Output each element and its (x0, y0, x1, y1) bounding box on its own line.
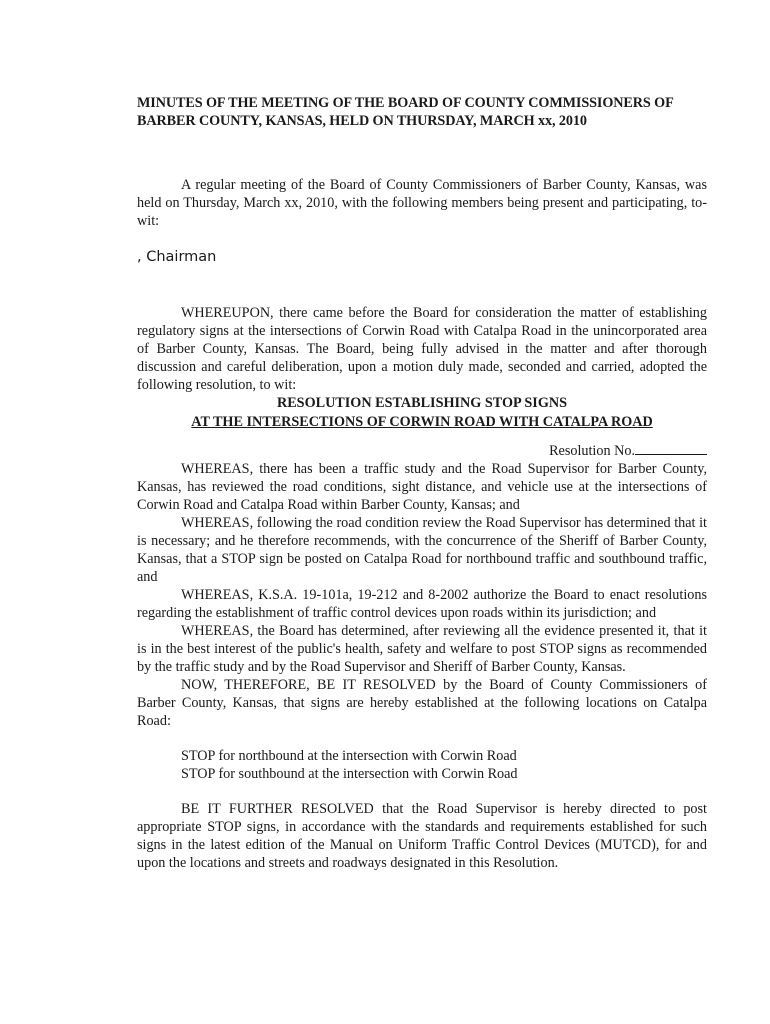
whereas-paragraph-2: WHEREAS, following the road condition review the Road Supervisor has determined that it is necessary; and he therefore recommends, with the concurrence of the Sheriff of Barber County, Kansas, that a STOP sign be posted on Catalpa Road for northbound traffic and southbound traffic, and (137, 515, 707, 585)
intro-paragraph: A regular meeting of the Board of County Commissioners of Barber County, Kansas, was held on Thursday, March xx, 2010, with the following members being present and participating, to-wit: (137, 177, 707, 229)
document-page (137, 94, 707, 872)
further-resolved-paragraph: BE IT FURTHER RESOLVED that the Road Supervisor is hereby directed to post appropriate STOP signs, in accordance with the standards and requirements established for such signs in the latest edition of the Manual on Uniform Traffic Control Devices (MUTCD), for and upon the locations and streets and roadways designated in this Resolution. (137, 801, 707, 871)
resolution-title-line-2: AT THE INTERSECTIONS OF CORWIN ROAD WITH CATALPA ROAD (191, 414, 653, 430)
resolution-number-blank (635, 440, 707, 455)
stop-sign-item-southbound: STOP for southbound at the intersection with Corwin Road (181, 766, 518, 782)
whereas-paragraph-1: WHEREAS, there has been a traffic study and the Road Supervisor for Barber County, Kansas, has reviewed the road conditions, sight distance, and vehicle use at the intersections of Corwin Road and Catalpa Road within Barber County, Kansas; and (137, 461, 707, 513)
document-title-line-1: MINUTES OF THE MEETING OF THE BOARD OF COUNTY COMMISSIONERS OF (137, 95, 674, 111)
now-therefore-paragraph: NOW, THEREFORE, BE IT RESOLVED by the Board of County Commissioners of Barber County, Kansas, that signs are hereby established at the following locations on Catalpa Road: (137, 677, 707, 729)
resolution-number (137, 440, 707, 460)
whereas-paragraph-3: WHEREAS, K.S.A. 19-101a, 19-212 and 8-2002 authorize the Board to enact resolutions regarding the establishment of traffic control devices upon roads within its jurisdiction; and (137, 587, 707, 621)
stop-sign-item-northbound: STOP for northbound at the intersection with Corwin Road (181, 748, 517, 764)
stop-sign-list (137, 747, 707, 783)
chairman-line: , Chairman (137, 249, 217, 265)
resolution-number-label: Resolution No. (549, 443, 635, 459)
document-title-line-2: BARBER COUNTY, KANSAS, HELD ON THURSDAY, MARCH xx, 2010 (137, 113, 587, 129)
whereupon-paragraph: WHEREUPON, there came before the Board for consideration the matter of establishing regulatory signs at the intersections of Corwin Road with Catalpa Road in the unincorporated area of Barber County, Kansas. The Board, being fully advised in the matter and after thorough discussion and careful deliberation, upon a motion duly made, seconded and carried, adopted the following resolution, to wit: (137, 305, 707, 393)
whereas-paragraph-4: WHEREAS, the Board has determined, after reviewing all the evidence presented it, that it is in the best interest of the public's health, safety and welfare to post STOP signs as recommended by the traffic study and by the Road Supervisor and Sheriff of Barber County, Kansas. (137, 623, 707, 675)
resolution-title-line-1: RESOLUTION ESTABLISHING STOP SIGNS (276, 395, 568, 411)
